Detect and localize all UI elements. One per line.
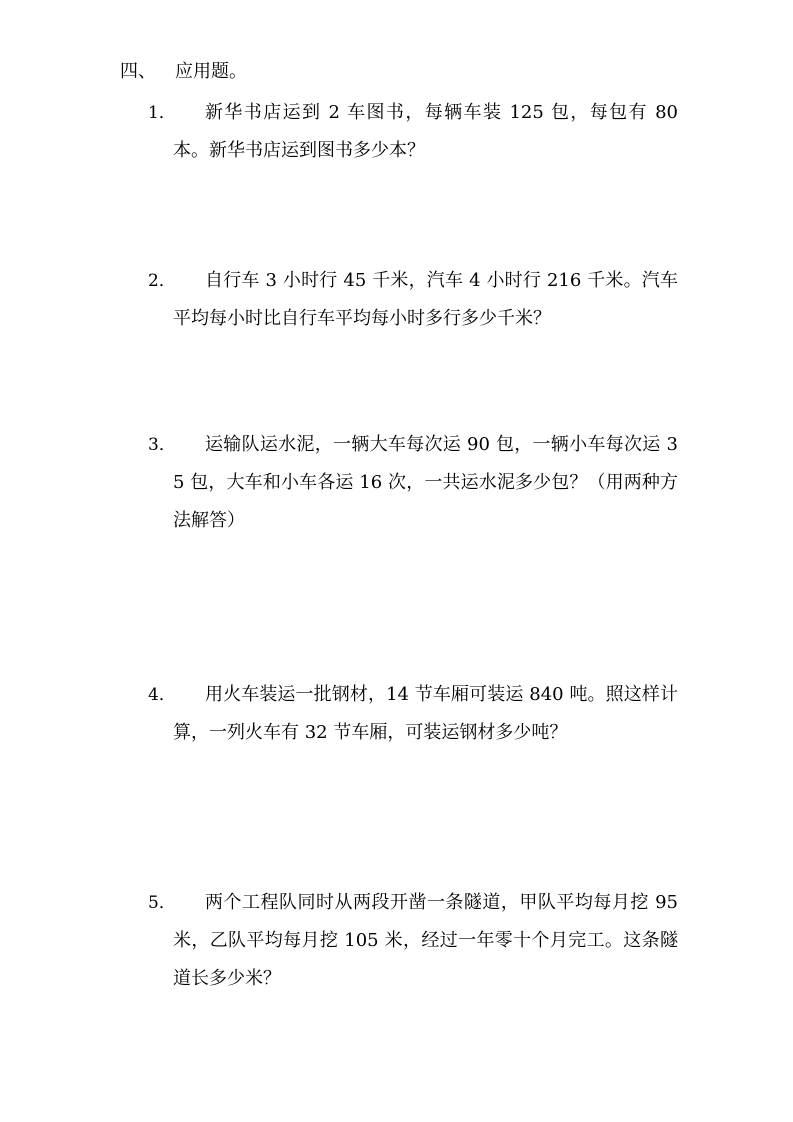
- problem-number: 2．: [148, 271, 176, 291]
- problem-text: 自行车 3 小时行 45 千米，汽车 4 小时行 216 千米。汽车平均每小时比自行车平均每小时多行多少千米？: [173, 270, 678, 329]
- problem-number: 5．: [148, 893, 176, 913]
- problem-text: 两个工程队同时从两段开凿一条隧道，甲队平均每月挖 95 米，乙队平均每月挖 105 米，经过一年零十个月完工。这条隧道长多少米？: [173, 892, 678, 989]
- section-number: 四、: [120, 61, 156, 82]
- section-heading: [120, 60, 247, 84]
- section-title: 应用题。: [175, 61, 247, 82]
- problem-number: 3．: [148, 435, 176, 455]
- problem-number: 1．: [148, 103, 176, 123]
- problem-text: 新华书店运到 2 车图书，每辆车装 125 包，每包有 80 本。新华书店运到图书多少本？: [173, 102, 678, 161]
- problem-number: 4．: [148, 685, 176, 705]
- problem-text: 运输队运水泥，一辆大车每次运 90 包，一辆小车每次运 35 包，大车和小车各运 16 次，一共运水泥多少包？（用两种方法解答）: [173, 434, 678, 531]
- problem-text: 用火车装运一批钢材，14 节车厢可装运 840 吨。照这样计算，一列火车有 32 节车厢，可装运钢材多少吨？: [173, 684, 678, 743]
